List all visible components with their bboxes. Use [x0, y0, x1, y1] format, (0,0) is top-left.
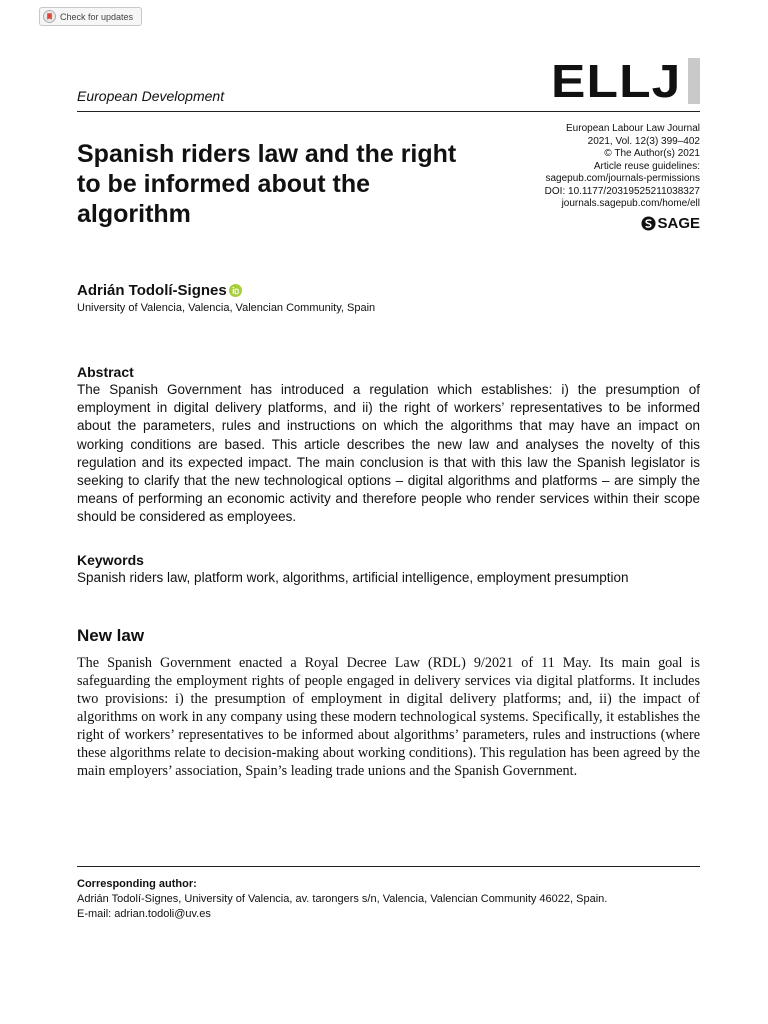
keywords-text: Spanish riders law, platform work, algorithms, artificial intelligence, employment presumption: [77, 570, 629, 585]
footnote-heading: Corresponding author:: [77, 878, 197, 890]
logo-bar: [688, 58, 700, 104]
doi-link[interactable]: DOI: 10.1177/20319525211038327: [544, 185, 700, 197]
check-for-updates-button[interactable]: [39, 7, 142, 26]
header-divider: [77, 111, 700, 112]
sage-logo: [641, 215, 700, 232]
abstract-text: The Spanish Government has introduced a regulation which establishes: i) the presumption of employment in digital delivery platforms, and ii) the right of workers’ representatives to be informed about the parameters, rules and instructions on which the algorithms that may have an impact on working conditions are based. This article describes the new law and analyses the novelty of this regulation and its expected impact. The main conclusion is that with this law the Spanish legislator is seeking to clarify that the new technological options – digital algorithms and platforms – are simply the means of performing an economic activity and therefore people who render services within their scope should be considered as employees.: [77, 382, 700, 525]
journal-name: European Labour Law Journal: [566, 123, 700, 134]
copyright: © The Author(s) 2021: [604, 148, 700, 159]
footnote-email[interactable]: E-mail: adrian.todoli@uv.es: [77, 908, 211, 920]
check-updates-label: Check for updates: [60, 11, 134, 22]
author-line: [77, 282, 242, 299]
article-title: Spanish riders law and the right to be informed about the algorithm: [77, 140, 457, 228]
abstract-heading: Abstract: [77, 364, 134, 380]
journal-logo: ELLJ: [551, 55, 682, 107]
section-label: European Development: [77, 88, 225, 104]
journal-home-link[interactable]: journals.sagepub.com/home/ell: [561, 198, 700, 209]
footnote-address: Adrián Todolí-Signes, University of Valencia, av. tarongers s/n, Valencia, Valencian Community 46022, Spain.: [77, 893, 608, 905]
keywords-heading: Keywords: [77, 552, 144, 568]
footer-divider: [77, 866, 700, 867]
author-name: Adrián Todolí-Signes: [77, 282, 227, 299]
orcid-icon[interactable]: [229, 284, 242, 297]
journal-info: [440, 123, 700, 211]
section-heading: New law: [77, 626, 145, 645]
body-paragraph: The Spanish Government enacted a Royal Decree Law (RDL) 9/2021 of 11 May. Its main goal is safeguarding the employment rights of people engaged in delivery services via digital platforms. It includes two provisions: i) the presumption of employment in digital delivery platforms; and, ii) the impact of algorithms on work in any company using these modern technological systems. Specifically, it establishes the right of workers’ representatives to be informed about algorithms’ parameters, rules and instructions (where these algorithms relate to decision-making about working conditions). This regulation has been agreed by the main employers’ association, Spain’s leading trade unions and the Spanish Government.: [77, 655, 700, 779]
sage-logo-text: SAGE: [657, 215, 700, 232]
reuse-guidelines-label: Article reuse guidelines:: [593, 160, 700, 172]
journal-volume: 2021, Vol. 12(3) 399–402: [587, 135, 700, 147]
sage-logo-icon: [641, 216, 656, 231]
permissions-link[interactable]: sagepub.com/journals-permissions: [545, 173, 700, 184]
author-affiliation: University of Valencia, Valencia, Valencian Community, Spain: [77, 302, 376, 314]
check-updates-icon: [43, 10, 56, 23]
corresponding-author-note: [77, 877, 700, 922]
